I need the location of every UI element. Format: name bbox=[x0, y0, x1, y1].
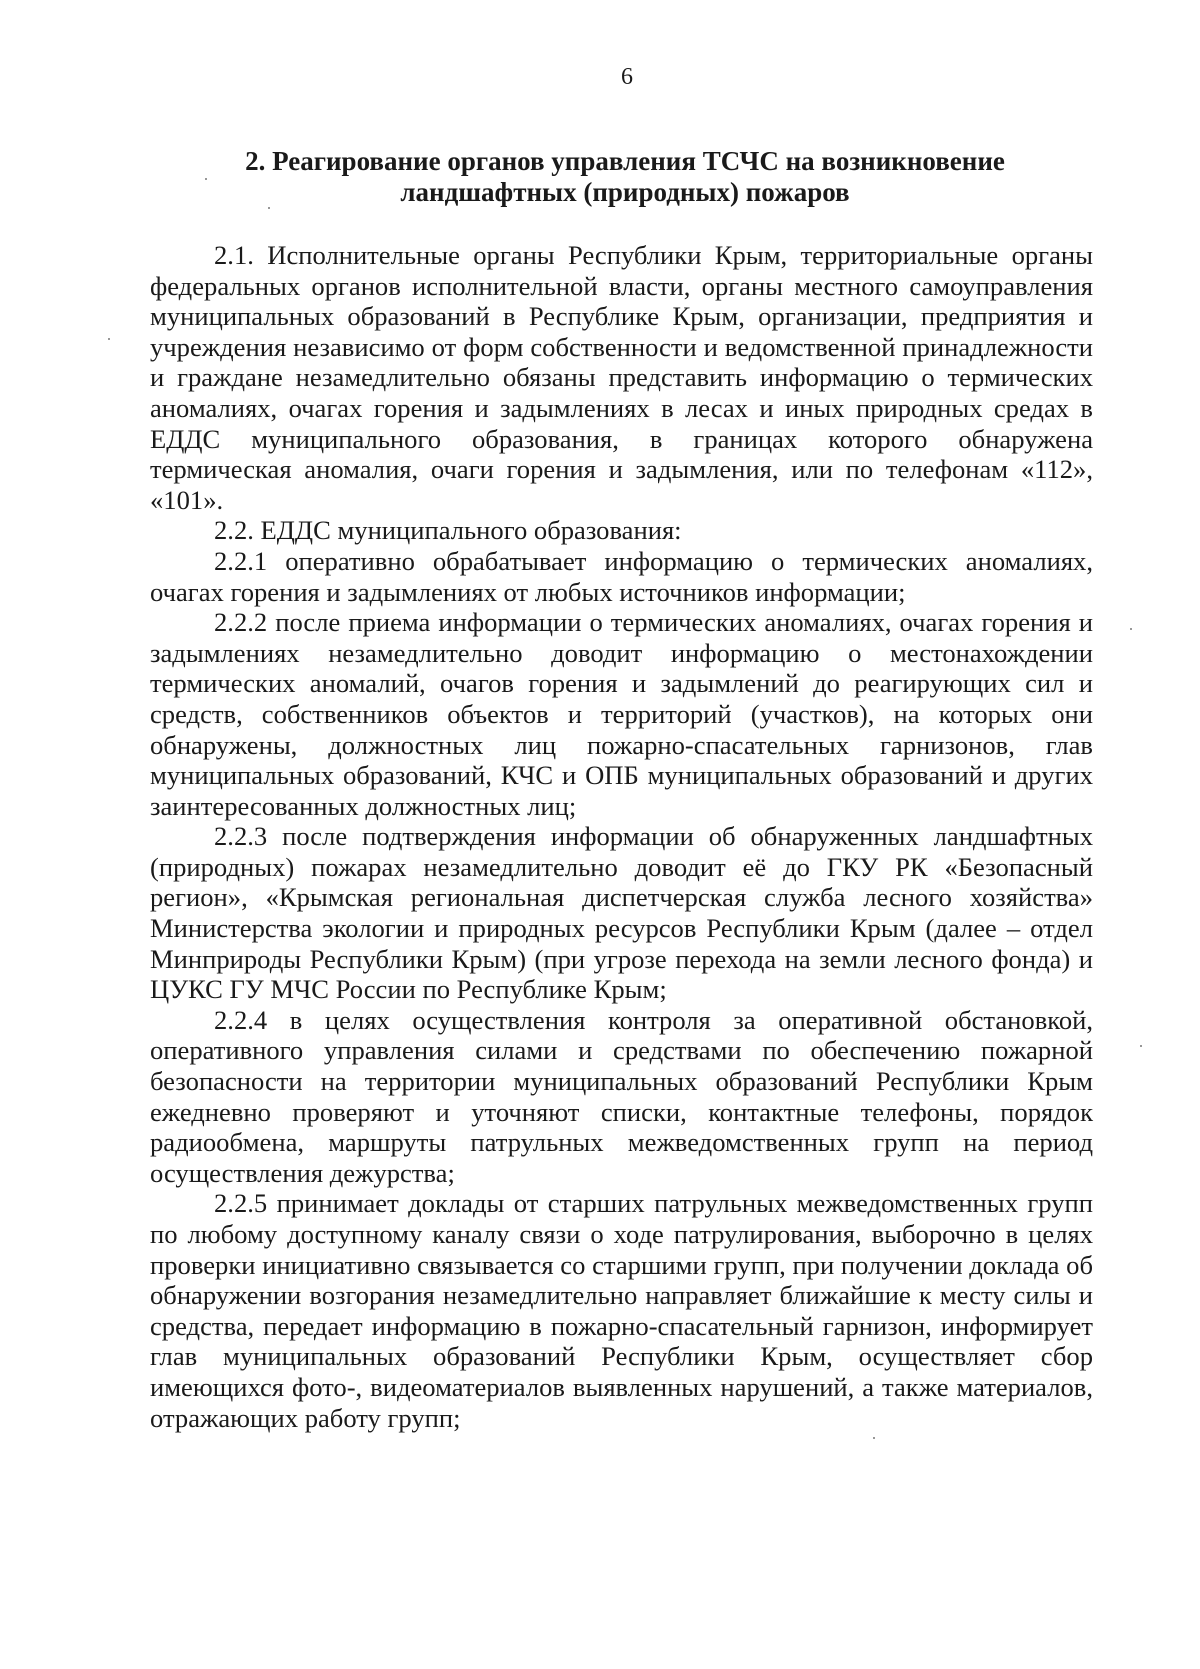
paragraph-2-2-3: 2.2.3 после подтверждения информации об обнаруженных ландшафтных (природных) пожарах незамедлительно доводит её до ГКУ РК «Безопасный регион», «Крымская региональная диспетчерская служба лесного хозяйства» Министерства экологии и природных ресурсов Республики Крым (далее – отдел Минприроды Республики Крым) (при угрозе перехода на земли лесного фонда) и ЦУКС ГУ МЧС России по Республике Крым; bbox=[150, 821, 1093, 1005]
paragraph-2-2: 2.2. ЕДДС муниципального образования: bbox=[214, 515, 682, 546]
body-text bbox=[150, 240, 1093, 1433]
paragraph-2-2-5: 2.2.5 принимает доклады от старших патрульных межведомственных групп по любому доступному каналу связи о ходе патрулирования, выборочно в целях проверки инициативно связывается со старшими групп, при получении доклада об обнаружении возгорания незамедлительно направляет ближайшие к месту силы и средства, передает информацию в пожарно-спасательный гарнизон, информирует глав муниципальных образований Республики Крым, осуществляет сбор имеющихся фото-, видеоматериалов выявленных нарушений, а также материалов, отражающих работу групп; bbox=[150, 1188, 1093, 1433]
scan-speck bbox=[1130, 628, 1132, 630]
scan-speck bbox=[205, 178, 207, 180]
section-heading-line-2: ландшафтных (природных) пожаров bbox=[400, 177, 850, 207]
scan-speck bbox=[268, 207, 270, 209]
page-number: 6 bbox=[621, 64, 633, 90]
scan-speck bbox=[108, 338, 110, 340]
section-heading-line-1: 2. Реагирование органов управления ТСЧС на возникновение bbox=[245, 146, 1005, 176]
section-heading bbox=[200, 146, 1050, 208]
paragraph-2-1: 2.1. Исполнительные органы Республики Крым, территориальные органы федеральных органов исполнительной власти, органы местного самоуправления муниципальных образований в Республике Крым, организации, предприятия и учреждения независимо от форм собственности и ведомственной принадлежности и граждане незамедлительно обязаны представить информацию о термических аномалиях, очагах горения и задымлениях в лесах и иных природных средах в ЕДДС муниципального образования, в границах которого обнаружена термическая аномалия, очаги горения и задымления, или по телефонам «112», «101». bbox=[150, 240, 1093, 515]
paragraph-2-2-1: 2.2.1 оперативно обрабатывает информацию о термических аномалиях, очагах горения и задымлениях от любых источников информации; bbox=[150, 545, 1093, 607]
scan-speck bbox=[1140, 1045, 1142, 1047]
scan-speck bbox=[873, 1437, 875, 1439]
paragraph-2-2-2: 2.2.2 после приема информации о термических аномалиях, очагах горения и задымлениях незамедлительно доводит информацию о местонахождении термических аномалий, очагов горения и задымлений до реагирующих сил и средств, собственников объектов и территорий (участков), на которых они обнаружены, должностных лиц пожарно-спасательных гарнизонов, глав муниципальных образований, КЧС и ОПБ муниципальных образований и других заинтересованных должностных лиц; bbox=[150, 607, 1093, 821]
paragraph-2-2-4: 2.2.4 в целях осуществления контроля за оперативной обстановкой, оперативного управления силами и средствами по обеспечению пожарной безопасности на территории муниципальных образований Республики Крым ежедневно проверяют и уточняют списки, контактные телефоны, порядок радиообмена, маршруты патрульных межведомственных групп на период осуществления дежурства; bbox=[150, 1004, 1093, 1188]
